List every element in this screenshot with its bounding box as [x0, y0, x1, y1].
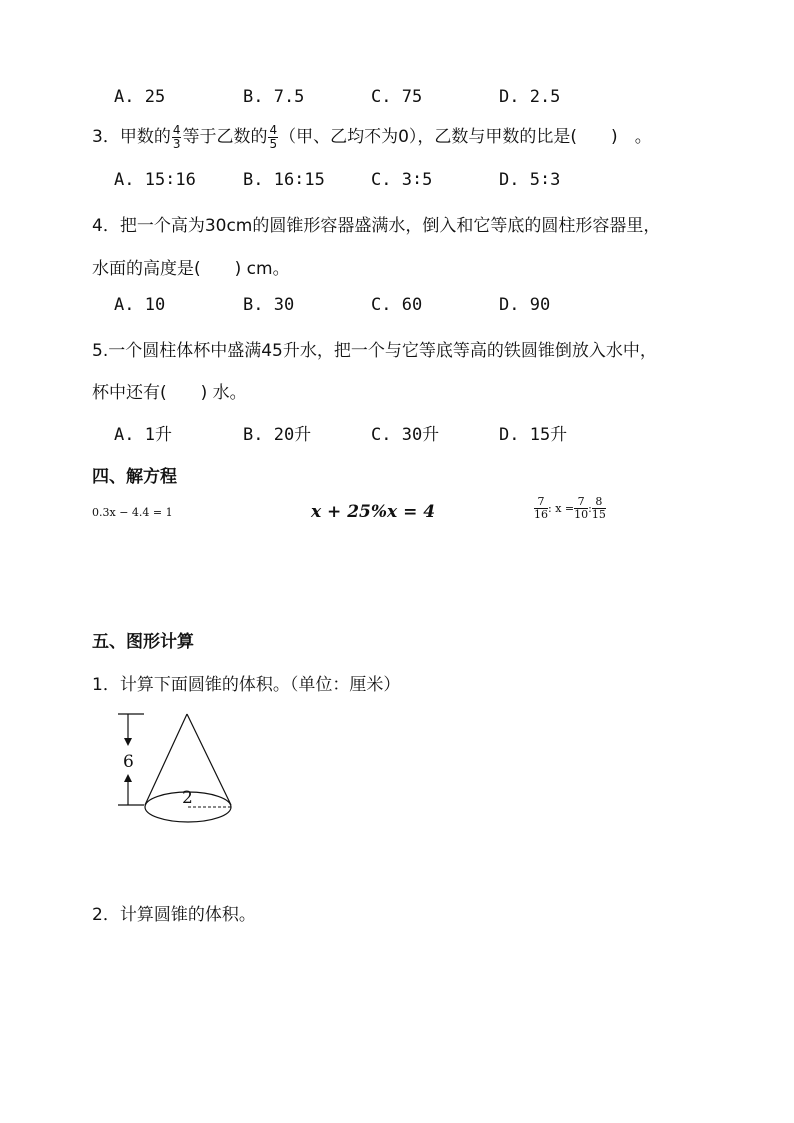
q3-fraction-1-den: 3	[172, 136, 181, 151]
q3-fraction-2-den: 5	[269, 136, 278, 151]
section-4-title: 四、解方程	[92, 467, 177, 487]
radius-label: 2	[182, 788, 193, 808]
q2-option-d: D. 2.5	[499, 87, 561, 107]
eq3-fraction-3-num: 8	[592, 496, 606, 509]
q4-option-a: A. 10	[114, 295, 166, 315]
q3-option-a: A. 15∶16	[114, 170, 196, 190]
eq3-fraction-3-den: 15	[591, 508, 606, 521]
q3-middle: 等于乙数的	[182, 127, 268, 147]
section-5-question-1: 1．计算下面圆锥的体积。（单位：厘米）	[92, 675, 401, 695]
equation-1: 0.3x − 4.4 = 1	[92, 506, 173, 519]
eq3-fraction-1	[534, 496, 548, 521]
height-label: 6	[123, 752, 134, 772]
cone-left-edge	[145, 714, 187, 805]
question-5-line-2: 杯中还有( ) 水。	[92, 383, 247, 403]
eq3-fraction-3	[592, 496, 606, 521]
question-4-line-1: 4．把一个高为30cm的圆锥形容器盛满水，倒入和它等底的圆柱形容器里，	[92, 216, 661, 236]
q3-fraction-2	[268, 124, 278, 151]
section-5-title: 五、图形计算	[92, 632, 194, 652]
eq3-fraction-2	[574, 496, 588, 521]
q4-option-b: B. 30	[243, 295, 295, 315]
eq3-middle: : x =	[548, 502, 575, 515]
q3-fraction-2-num: 4	[269, 122, 278, 137]
section-5-question-2: 2．计算圆锥的体积。	[92, 905, 256, 925]
cone-figure	[112, 708, 242, 828]
question-3	[92, 122, 652, 151]
eq3-fraction-2-den: 10	[574, 508, 589, 521]
q5-option-b: B. 20升	[243, 425, 312, 445]
equation-2: x + 25%x = 4	[311, 502, 436, 522]
height-arrow-down	[124, 738, 132, 746]
q3-option-b: B. 16∶15	[243, 170, 325, 190]
q5-option-c: C. 30升	[371, 425, 440, 445]
q3-suffix: （甲、乙均不为0），乙数与甲数的比是( ) 。	[279, 127, 652, 147]
eq3-fraction-1-num: 7	[534, 496, 548, 509]
question-4-line-2: 水面的高度是( ) cm。	[92, 259, 290, 279]
q3-fraction-1-num: 4	[172, 122, 181, 137]
q4-option-d: D. 90	[499, 295, 551, 315]
eq3-fraction-1-den: 16	[534, 508, 548, 521]
question-5-line-1: 5.一个圆柱体杯中盛满45升水，把一个与它等底等高的铁圆锥倒放入水中，	[92, 341, 657, 361]
eq3-fraction-2-num: 7	[574, 496, 588, 509]
q3-prefix: 3．甲数的	[92, 127, 171, 147]
q5-option-a: A. 1升	[114, 425, 172, 445]
q3-option-d: D. 5∶3	[499, 170, 561, 190]
eq3-separator: :	[588, 502, 592, 515]
q4-option-c: C. 60	[371, 295, 423, 315]
q5-option-d: D. 15升	[499, 425, 568, 445]
q3-fraction-1	[172, 124, 182, 151]
equation-3	[534, 496, 606, 521]
q2-option-b: B. 7.5	[243, 87, 305, 107]
cone-right-edge	[187, 714, 231, 805]
q2-option-a: A. 25	[114, 87, 166, 107]
q3-option-c: C. 3∶5	[371, 170, 433, 190]
height-arrow-up	[124, 774, 132, 782]
q2-option-c: C. 75	[371, 87, 423, 107]
